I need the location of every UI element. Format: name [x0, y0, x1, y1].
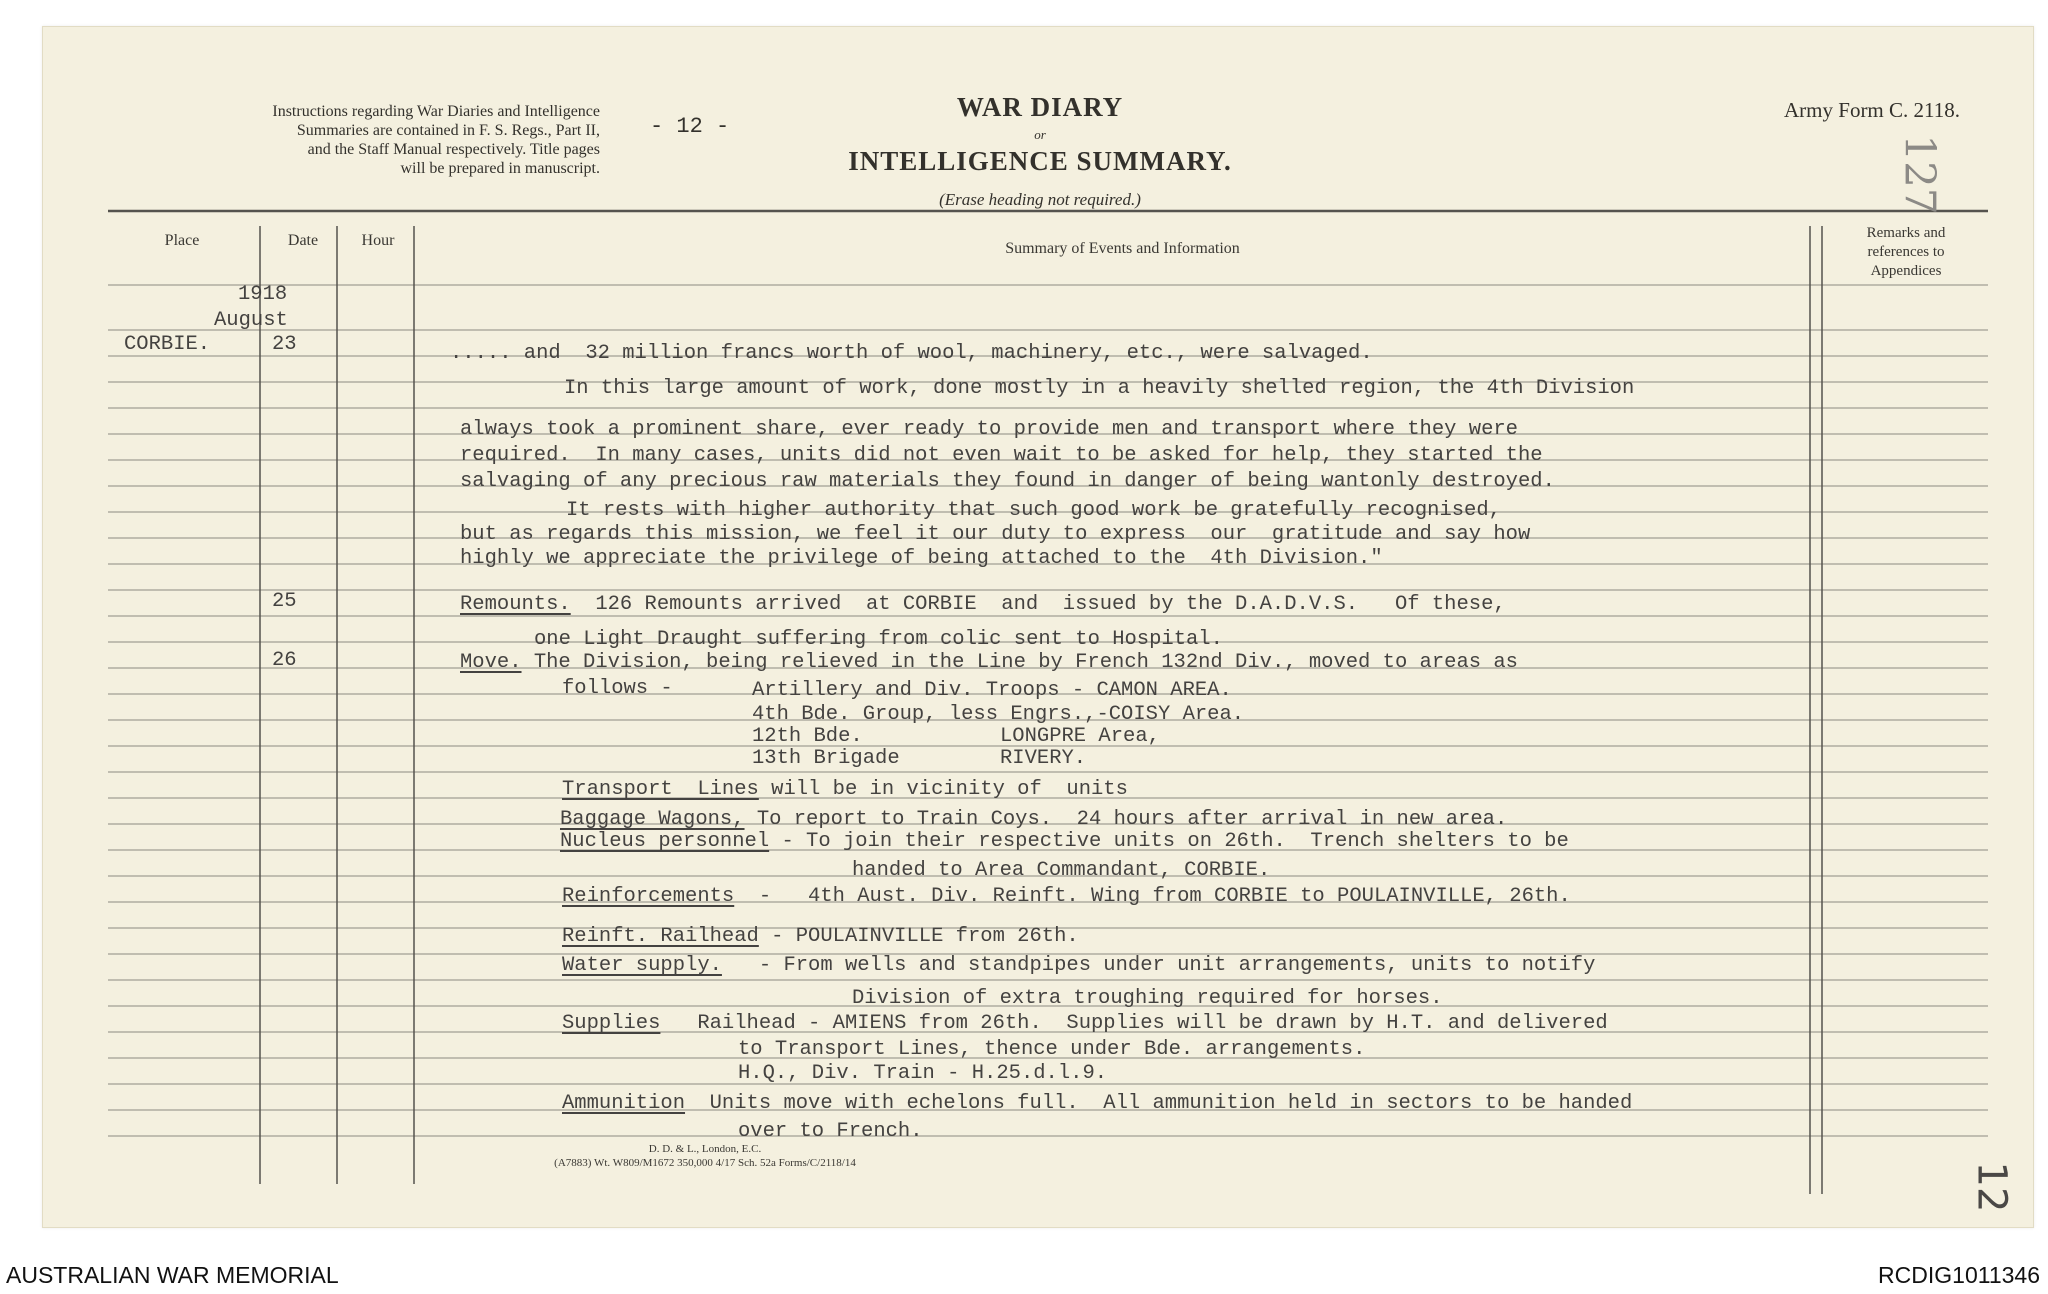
supplies-heading: Supplies	[562, 1012, 661, 1035]
body-line: highly we appreciate the privilege of being attached to the 4th Division."	[460, 547, 1383, 570]
body-line: over to French.	[738, 1120, 923, 1143]
move-entry	[460, 652, 1518, 674]
move-text: The Division, being relieved in the Line by French 132nd Div., moved to areas as	[521, 651, 1518, 674]
remounts-entry	[460, 594, 1506, 616]
title-intelligence-summary: INTELLIGENCE SUMMARY.	[848, 146, 1232, 176]
body-line: salvaging of any precious raw materials they found in danger of being wantonly destroyed.	[460, 470, 1555, 493]
printer-imprint	[470, 1142, 940, 1170]
move-area: 13th Brigade	[752, 747, 900, 770]
page-number: - 12 -	[650, 114, 730, 139]
entry-date-25: 25	[272, 590, 297, 613]
column-header-remarks	[1824, 224, 1988, 281]
column-header-place: Place	[164, 232, 200, 249]
railhead-entry	[562, 926, 1079, 948]
railhead-text: - POULAINVILLE from 26th.	[758, 925, 1079, 948]
reference-id: RCDIG1011346	[1878, 1262, 2040, 1288]
remounts-text: 126 Remounts arrived at CORBIE and issued by the D.A.D.V.S. Of these,	[570, 593, 1506, 616]
entry-year: 1918	[238, 283, 288, 306]
remarks-header-line: Remarks and	[1866, 225, 1946, 241]
railhead-heading: Reinft. Railhead	[562, 925, 759, 948]
instructions-note	[110, 102, 600, 178]
column-header-summary: Summary of Events and Information	[1005, 240, 1240, 257]
ammunition-heading: Ammunition	[562, 1092, 686, 1115]
column-header-date: Date	[287, 232, 319, 249]
transport-entry	[562, 779, 1128, 801]
water-text: - From wells and standpipes under unit arrangements, units to notify	[721, 954, 1596, 977]
nucleus-text: - To join their respective units on 26th. Trench shelters to be	[769, 830, 1569, 853]
move-area: 12th Bde.	[752, 725, 863, 748]
instructions-line: Instructions regarding War Diaries and Intelligence	[272, 103, 600, 120]
baggage-heading: Baggage Wagons,	[560, 808, 745, 831]
body-line: follows -	[562, 677, 673, 700]
body-line: H.Q., Div. Train - H.25.d.l.9.	[738, 1062, 1108, 1085]
baggage-text: To report to Train Coys. 24 hours after arrival in new area.	[744, 808, 1508, 831]
folio-number-bottom: 12	[1968, 1161, 2015, 1213]
body-line: but as regards this mission, we feel it our duty to express our gratitude and say how	[460, 523, 1531, 546]
title-or: or	[1034, 127, 1046, 142]
move-area: 4th Bde. Group, less Engrs.,-COISY Area.	[752, 703, 1245, 726]
body-line: In this large amount of work, done mostly in a heavily shelled region, the 4th Division	[564, 377, 1635, 400]
move-area: Artillery and Div. Troops - CAMON AREA.	[752, 679, 1232, 702]
army-form-number: Army Form C. 2118.	[1784, 98, 1960, 122]
move-area: RIVERY.	[1000, 747, 1087, 770]
body-line: handed to Area Commandant, CORBIE.	[852, 859, 1271, 882]
reinforcements-entry	[562, 886, 1571, 908]
transport-heading: Transport Lines	[562, 778, 759, 801]
remounts-heading: Remounts.	[460, 593, 571, 616]
column-header-hour: Hour	[361, 232, 395, 249]
move-area: LONGPRE Area,	[1000, 725, 1160, 748]
entry-place: CORBIE.	[124, 333, 211, 356]
baggage-entry	[560, 809, 1507, 831]
folio-stamp-top: 127	[1895, 134, 1945, 215]
water-entry	[562, 955, 1595, 977]
water-heading: Water supply.	[562, 954, 722, 977]
imprint-line: (A7883) Wt. W809/M1672 350,000 4/17 Sch. 52a Forms/C/2118/14	[554, 1157, 856, 1169]
remarks-header-line: Appendices	[1870, 263, 1942, 279]
title-war-diary: WAR DIARY	[956, 92, 1124, 122]
instructions-line: and the Staff Manual respectively. Title pages	[307, 141, 600, 158]
body-line: one Light Draught suffering from colic sent to Hospital.	[534, 628, 1223, 651]
reinforcements-heading: Reinforcements	[562, 885, 735, 908]
instructions-line: will be prepared in manuscript.	[400, 160, 600, 177]
erase-heading-note: (Erase heading not required.)	[939, 190, 1141, 209]
institution-label: AUSTRALIAN WAR MEMORIAL	[6, 1262, 339, 1288]
entry-date-23: 23	[272, 333, 297, 356]
body-line: always took a prominent share, ever ready to provide men and transport where they were	[460, 418, 1518, 441]
body-line: Division of extra troughing required for horses.	[852, 987, 1443, 1010]
reinforcements-text: - 4th Aust. Div. Reinft. Wing from CORBIE to POULAINVILLE, 26th.	[734, 885, 1571, 908]
supplies-entry	[562, 1013, 1608, 1035]
imprint-line: D. D. & L., London, E.C.	[648, 1143, 762, 1155]
ammunition-entry	[562, 1093, 1632, 1115]
entry-date-26: 26	[272, 649, 297, 672]
nucleus-entry	[560, 831, 1569, 853]
move-heading: Move.	[460, 651, 522, 674]
body-line: to Transport Lines, thence under Bde. arrangements.	[738, 1038, 1366, 1061]
supplies-text: Railhead - AMIENS from 26th. Supplies will be drawn by H.T. and delivered	[660, 1012, 1608, 1035]
nucleus-heading: Nucleus personnel	[560, 830, 770, 853]
instructions-line: Summaries are contained in F. S. Regs., Part II,	[296, 122, 600, 139]
body-line: required. In many cases, units did not even wait to be asked for help, they started the	[460, 444, 1543, 467]
ammunition-text: Units move with echelons full. All ammunition held in sectors to be handed	[685, 1092, 1633, 1115]
body-line: It rests with higher authority that such good work be gratefully recognised,	[566, 499, 1501, 522]
remarks-header-line: references to	[1867, 244, 1945, 260]
body-line: ..... and 32 million francs worth of wool, machinery, etc., were salvaged.	[450, 342, 1373, 365]
entry-month: August	[214, 309, 288, 332]
transport-text: will be in vicinity of units	[758, 778, 1128, 801]
